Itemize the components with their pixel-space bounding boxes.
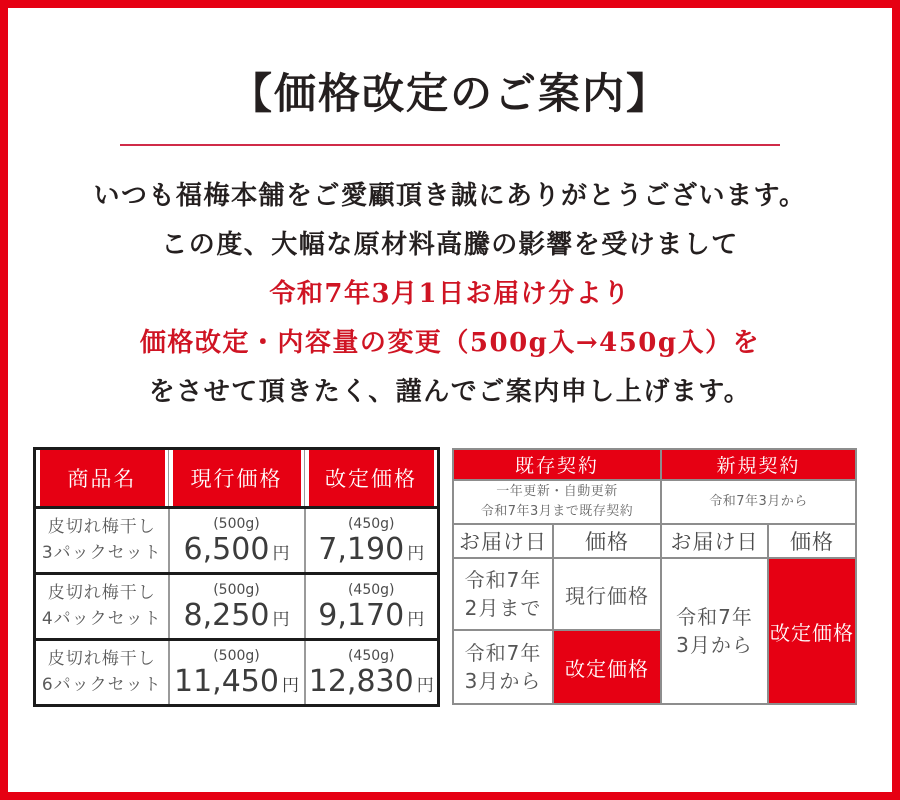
weight-note: (450g) — [347, 515, 395, 532]
price-amount: 12,830 — [308, 664, 414, 699]
current-price-cell — [169, 574, 305, 640]
revised-price-header: 改定価格 — [305, 449, 439, 508]
product-name-line1: 皮切れ梅干し — [47, 517, 156, 537]
product-name-cell — [35, 508, 169, 574]
price-header: 価格 — [768, 524, 856, 558]
product-table-header-row — [35, 449, 439, 508]
contract-subheader-row — [453, 480, 856, 524]
price-unit: 円 — [407, 544, 425, 564]
table-row — [453, 558, 856, 630]
revised-price-cell — [305, 508, 439, 574]
existing-contract-header: 既存契約 — [453, 449, 661, 480]
product-name-line1: 皮切れ梅干し — [47, 583, 156, 603]
existing-until-feb-cell — [453, 558, 553, 630]
product-name-cell — [35, 574, 169, 640]
product-name-line2: 6パックセット — [41, 674, 162, 695]
current-price-cell — [169, 640, 305, 706]
price-unit: 円 — [416, 676, 434, 696]
table-row — [35, 574, 439, 640]
new-revised-price-cell: 改定価格 — [768, 558, 856, 704]
product-price-table — [33, 447, 440, 707]
existing-sub-line1: 一年更新・自動更新 — [496, 484, 618, 499]
notice-line-1: いつも福梅本舗をご愛顧頂き誠にありがとうございます。 — [93, 181, 807, 211]
date-line2: 3月から — [464, 669, 542, 694]
price-amount: 6,500 — [183, 532, 270, 567]
price-amount: 7,190 — [318, 532, 405, 567]
weight-note: (450g) — [347, 581, 395, 598]
notice-body — [8, 172, 892, 417]
new-from-march-cell — [661, 558, 768, 704]
price-unit: 円 — [281, 676, 299, 696]
delivery-date-header: お届け日 — [453, 524, 553, 558]
notice-line-4-change-detail: 価格改定・内容量の変更（500g入→450g入）を — [139, 328, 761, 358]
existing-contract-subheader — [453, 480, 661, 524]
new-contract-header: 新規契約 — [661, 449, 856, 480]
contract-header-row — [453, 449, 856, 480]
page-title: 【価格改定のご案内】 — [229, 69, 670, 118]
existing-from-march-cell — [453, 630, 553, 704]
current-price-cell — [169, 508, 305, 574]
current-price-header: 現行価格 — [169, 449, 305, 508]
product-name-line2: 3パックセット — [41, 542, 162, 563]
product-name-line1: 皮切れ梅干し — [47, 649, 156, 669]
date-line1: 令和7年 — [676, 605, 753, 630]
price-amount: 8,250 — [183, 598, 270, 633]
price-amount: 9,170 — [318, 598, 405, 633]
product-name-line2: 4パックセット — [41, 608, 162, 629]
date-line1: 令和7年 — [464, 641, 542, 666]
existing-sub-line2: 令和7年3月まで既存契約 — [480, 504, 634, 520]
revised-price-cell — [305, 640, 439, 706]
date-line1: 令和7年 — [464, 568, 542, 593]
contract-column-header-row — [453, 524, 856, 558]
title-divider-line — [120, 144, 780, 146]
date-line2: 3月から — [676, 633, 753, 658]
delivery-date-header: お届け日 — [661, 524, 768, 558]
price-unit: 円 — [407, 610, 425, 630]
revised-price-cell — [305, 574, 439, 640]
product-name-header: 商品名 — [35, 449, 169, 508]
notice-header — [8, 70, 892, 417]
contract-schedule-table — [452, 448, 857, 705]
date-line2: 2月まで — [464, 596, 542, 621]
price-unit: 円 — [272, 544, 290, 564]
price-amount: 11,450 — [174, 664, 279, 699]
table-row — [35, 640, 439, 706]
existing-revised-price-cell: 改定価格 — [553, 630, 661, 704]
notice-line-2: この度、大幅な原材料高騰の影響を受けまして — [161, 230, 739, 260]
existing-current-price-cell: 現行価格 — [553, 558, 661, 630]
product-name-cell — [35, 640, 169, 706]
table-row — [35, 508, 439, 574]
price-unit: 円 — [272, 610, 290, 630]
notice-line-3-effective-date: 令和7年3月1日お届け分より — [269, 279, 631, 309]
price-header: 価格 — [553, 524, 661, 558]
weight-note: (500g) — [213, 647, 260, 664]
weight-note: (500g) — [213, 515, 260, 532]
weight-note: (450g) — [347, 647, 395, 664]
weight-note: (500g) — [213, 581, 260, 598]
notice-line-5: をさせて頂きたく、謹んでご案内申し上げます。 — [148, 377, 752, 407]
new-contract-subheader: 令和7年3月から — [661, 480, 856, 524]
